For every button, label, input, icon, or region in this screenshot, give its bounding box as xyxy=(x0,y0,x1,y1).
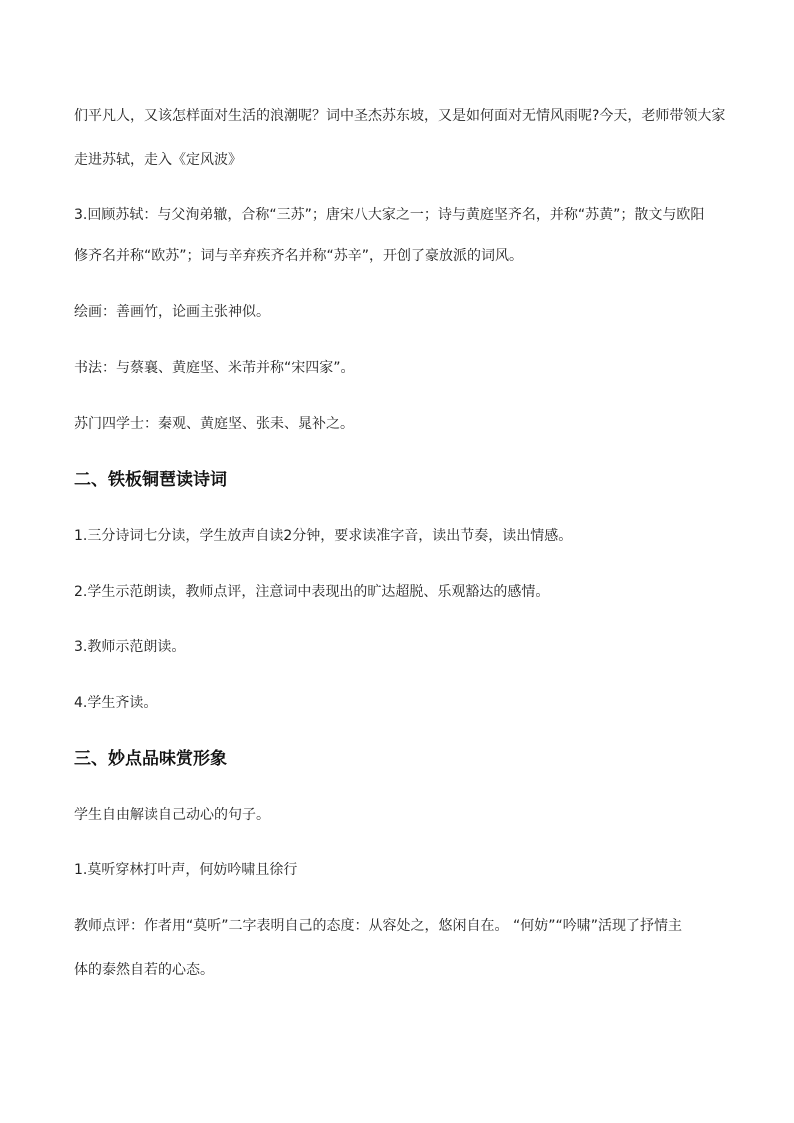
intro-paragraph-line-1: 们平凡人，又该怎样面对生活的浪潮呢？词中圣杰苏东坡，又是如何面对无情风雨呢?今天，老师带领大家 xyxy=(74,108,726,124)
section-2-item-4: 4.学生齐读。 xyxy=(74,695,158,711)
section-2-item-3: 3.教师示范朗读。 xyxy=(74,639,186,655)
teacher-comment-line-1: 教师点评：作者用“莫听”二字表明自己的态度：从容处之，悠闲自在。 “何妨”“吟啸”活现了抒情主 xyxy=(74,918,682,934)
scholars-paragraph: 苏门四学士：秦观、黄庭坚、张耒、晁补之。 xyxy=(74,416,354,432)
painting-paragraph: 绘画：善画竹，论画主张神似。 xyxy=(74,304,270,320)
section-2-heading: 二、铁板铜琶读诗词 xyxy=(74,470,227,490)
section-3-heading: 三、妙点品味赏形象 xyxy=(74,749,227,769)
section-3-item-1: 1.莫听穿林打叶声，何妨吟啸且徐行 xyxy=(74,862,298,878)
section-2-item-1: 1.三分诗词七分读，学生放声自读2分钟，要求读准字音，读出节奏，读出情感。 xyxy=(74,528,573,544)
teacher-comment-line-2: 体的泰然自若的心态。 xyxy=(74,962,214,978)
intro-paragraph-line-2: 走进苏轼，走入《定风波》 xyxy=(74,152,242,168)
review-paragraph-line-2: 修齐名并称“欧苏”；词与辛弃疾齐名并称“苏辛”，开创了豪放派的词风。 xyxy=(74,248,524,264)
section-2-item-2: 2.学生示范朗读，教师点评，注意词中表现出的旷达超脱、乐观豁达的感情。 xyxy=(74,584,550,600)
review-paragraph-line-1: 3.回顾苏轼：与父洵弟辙，合称“三苏”；唐宋八大家之一；诗与黄庭坚齐名，并称“苏黄”；散文与欧阳 xyxy=(74,207,705,223)
calligraphy-paragraph: 书法：与蔡襄、黄庭坚、米芾并称“宋四家”。 xyxy=(74,360,355,376)
section-3-intro: 学生自由解读自己动心的句子。 xyxy=(74,807,270,823)
